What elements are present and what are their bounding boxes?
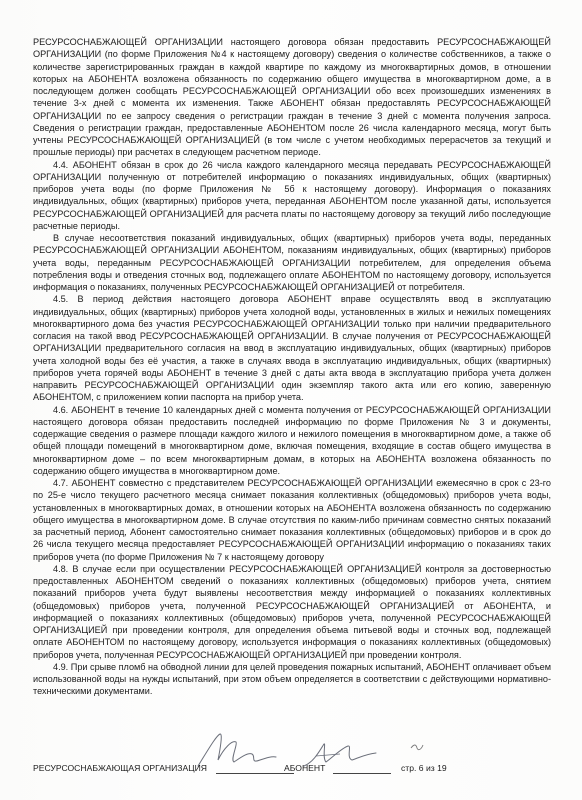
- page-number: стр. 6 из 19: [401, 763, 447, 773]
- supplier-signature-line: [216, 773, 294, 774]
- clause-4-4-mismatch: В случае несоответствия показаний индивидуальных, общих (квартирных) приборов учета воды, переданных РЕСУРСОСНАБЖАЮЩЕЙ ОРГАНИЗАЦИИ АБОНЕНТОМ, показаниям индивидуальных, общих (квартирных) приборов учета воды, переданным РЕСУРСОСНАБЖАЮЩЕЙ ОРГАНИЗАЦИИ потребителем, для определения объема потребления воды и отведения сточных вод, подлежащего оплате АБОНЕНТОМ по настоящему договору, используется информация о показаниях, полученных РЕСУРСОСНАБЖАЮЩЕЙ ОРГАНИЗАЦИЕЙ от потребителя.: [33, 233, 551, 292]
- clause-4-9: 4.9. При срыве пломб на обводной линии для целей проведения пожарных испытаний, АБОНЕНТ оплачивает объем использованной воды на нужды испытаний, при этом объем определяется в соответствии с действующими нормативно-техническими документами.: [33, 661, 551, 697]
- clause-4-6: 4.6. АБОНЕНТ в течение 10 календарных дней с момента получения от РЕСУРСОСНАБЖАЮЩЕЙ ОРГАНИЗАЦИИ настоящего договора обязан предоставить последней информацию по форме Приложения № 3 и документы, содержащие сведения о размере площади каждого жилого и нежилого помещения в многоквартирном доме, а также об общей площади помещений в многоквартирном доме, включая помещения, входящие в состав общего имущества в многоквартирном доме – по всем многоквартирным домам, в которых на АБОНЕНТА возложена обязанность по содержанию общего имущества в многоквартирном доме.: [33, 404, 551, 476]
- paragraph-continuation: РЕСУРСОСНАБЖАЮЩЕЙ ОРГАНИЗАЦИИ настоящего договора обязан предоставить РЕСУРСОСНАБЖАЮЩЕЙ ОРГАНИЗАЦИИ (по форме Приложения №4 к настоящему договору) сведения о количестве собственников, а также о количестве зарегистрированных граждан в каждой квартире по каждому из многоквартирных домов, в отношении которых на АБОНЕНТА возложена обязанность по содержанию общего имущества в многоквартирном доме, а в последующем должен сообщать РЕСУРСОСНАБЖАЮЩЕЙ ОРГАНИЗАЦИИ обо всех произошедших изменениях в течение 3-х дней с момента их изменения. Также АБОНЕНТ обязан предоставлять РЕСУРСОСНАБЖАЮЩЕЙ ОРГАНИЗАЦИИ по ее запросу сведения о регистрации граждан в течение 3 дней с момента получения запроса. Сведения о регистрации граждан, предоставленные АБОНЕНТОМ после 26 числа календарного месяца, могут быть учтены РЕСУРСОСНАБЖАЮЩЕЙ ОРГАНИЗАЦИЕЙ (в том числе с учетом необходимых перерасчетов за текущий и прошлые периоды) при расчетах в следующем расчетном периоде.: [33, 37, 551, 158]
- document-body: [33, 36, 551, 698]
- initials-mark: [410, 742, 424, 752]
- clause-4-8: 4.8. В случае если при осуществлении РЕСУРСОСНАБЖАЮЩЕЙ ОРГАНИЗАЦИЕЙ контроля за достоверностью предоставленных АБОНЕНТОМ сведений о показаниях коллективных (общедомовых) приборов учета, снятием показаний приборов учета будут выявлены несоответствия между информацией о показаниях коллективных (общедомовых) приборов учета, полученной РЕСУРСОСНАБЖАЮЩЕЙ ОРГАНИЗАЦИЕЙ от АБОНЕНТА, и информацией о показаниях коллективных (общедомовых) приборов учета, полученной РЕСУРСОСНАБЖАЮЩЕЙ ОРГАНИЗАЦИЕЙ при проведении контроля, для определения объема питьевой воды и сточных вод, подлежащей оплате АБОНЕНТОМ по настоящему договору, используется информация о показаниях коллективных (общедомовых) приборов учета, полученная РЕСУРСОСНАБЖАЮЩЕЙ ОРГАНИЗАЦИЕЙ при проведении контроля.: [33, 563, 551, 660]
- footer-abonent-label: АБОНЕНТ: [284, 763, 326, 773]
- clause-4-4: 4.4. АБОНЕНТ обязан в срок до 26 числа каждого календарного месяца передавать РЕСУРСОСНАБЖАЮЩЕЙ ОРГАНИЗАЦИИ полученную от потребителей информацию о показаниях индивидуальных, общих (квартирных) приборов учета воды (по форме Приложения № 5б к настоящему договору). Информация о показаниях индивидуальных, общих (квартирных) приборов учета, переданная АБОНЕНТОМ после указанной даты, используется РЕСУРСОСНАБЖАЮЩЕЙ ОРГАНИЗАЦИЕЙ для расчета платы по настоящему договору за текущий либо последующие расчетные периоды.: [33, 159, 551, 231]
- clause-4-7: 4.7. АБОНЕНТ совместно с представителем РЕСУРСОСНАБЖАЮЩЕЙ ОРГАНИЗАЦИИ ежемесячно в срок с 23-го по 25-е число текущего расчетного месяца снимает показания коллективных (общедомовых) приборов учета воды, установленных в многоквартирных домах, в отношении которых на АБОНЕНТА возложена обязанность по содержанию общего имущества в многоквартирном доме. В случае отсутствия по каким-либо причинам совместно снятых показаний за расчетный период, Абонент самостоятельно снимает показания коллективных (общедомовых) приборов и в срок до 26 числа текущего месяца предоставляет РЕСУРСОСНАБЖАЮЩЕЙ ОРГАНИЗАЦИИ информацию о показаниях таких приборов учета (по форме Приложения № 7 к настоящему договору: [33, 478, 551, 562]
- page-footer: [33, 763, 551, 777]
- abonent-signature-line: [333, 773, 391, 774]
- footer-supplier-label: РЕСУРСОСНАБЖАЮЩАЯ ОРГАНИЗАЦИЯ: [33, 763, 207, 773]
- clause-4-5: 4.5. В период действия настоящего договора АБОНЕНТ вправе осуществлять ввод в эксплуатацию индивидуальных, общих (квартирных) приборов учета холодной воды, установленных в жилых и нежилых помещениях многоквартирного дома без участия РЕСУРСОСНАБЖАЮЩЕЙ ОРГАНИЗАЦИИ только при наличии предварительного согласия на такой ввод РЕСУРСОСНАБЖАЮЩЕЙ ОРГАНИЗАЦИИ. В случае получения от РЕСУРСОСНАБЖАЮЩЕЙ ОРГАНИЗАЦИИ предварительного согласия на ввод в эксплуатацию индивидуальных, общих (квартирных) приборов учета холодной воды без её участия, а также в случаях ввода в эксплуатацию индивидуальных, общих (квартирных) приборов учета горячей воды АБОНЕНТ в течение 3 дней с даты акта ввода в эксплуатацию прибора учета должен направить РЕСУРСОСНАБЖАЮЩЕЙ ОРГАНИЗАЦИИ один экземпляр такого акта или его копию, заверенную АБОНЕНТОМ, с приложением копии паспорта на прибор учета.: [33, 294, 551, 403]
